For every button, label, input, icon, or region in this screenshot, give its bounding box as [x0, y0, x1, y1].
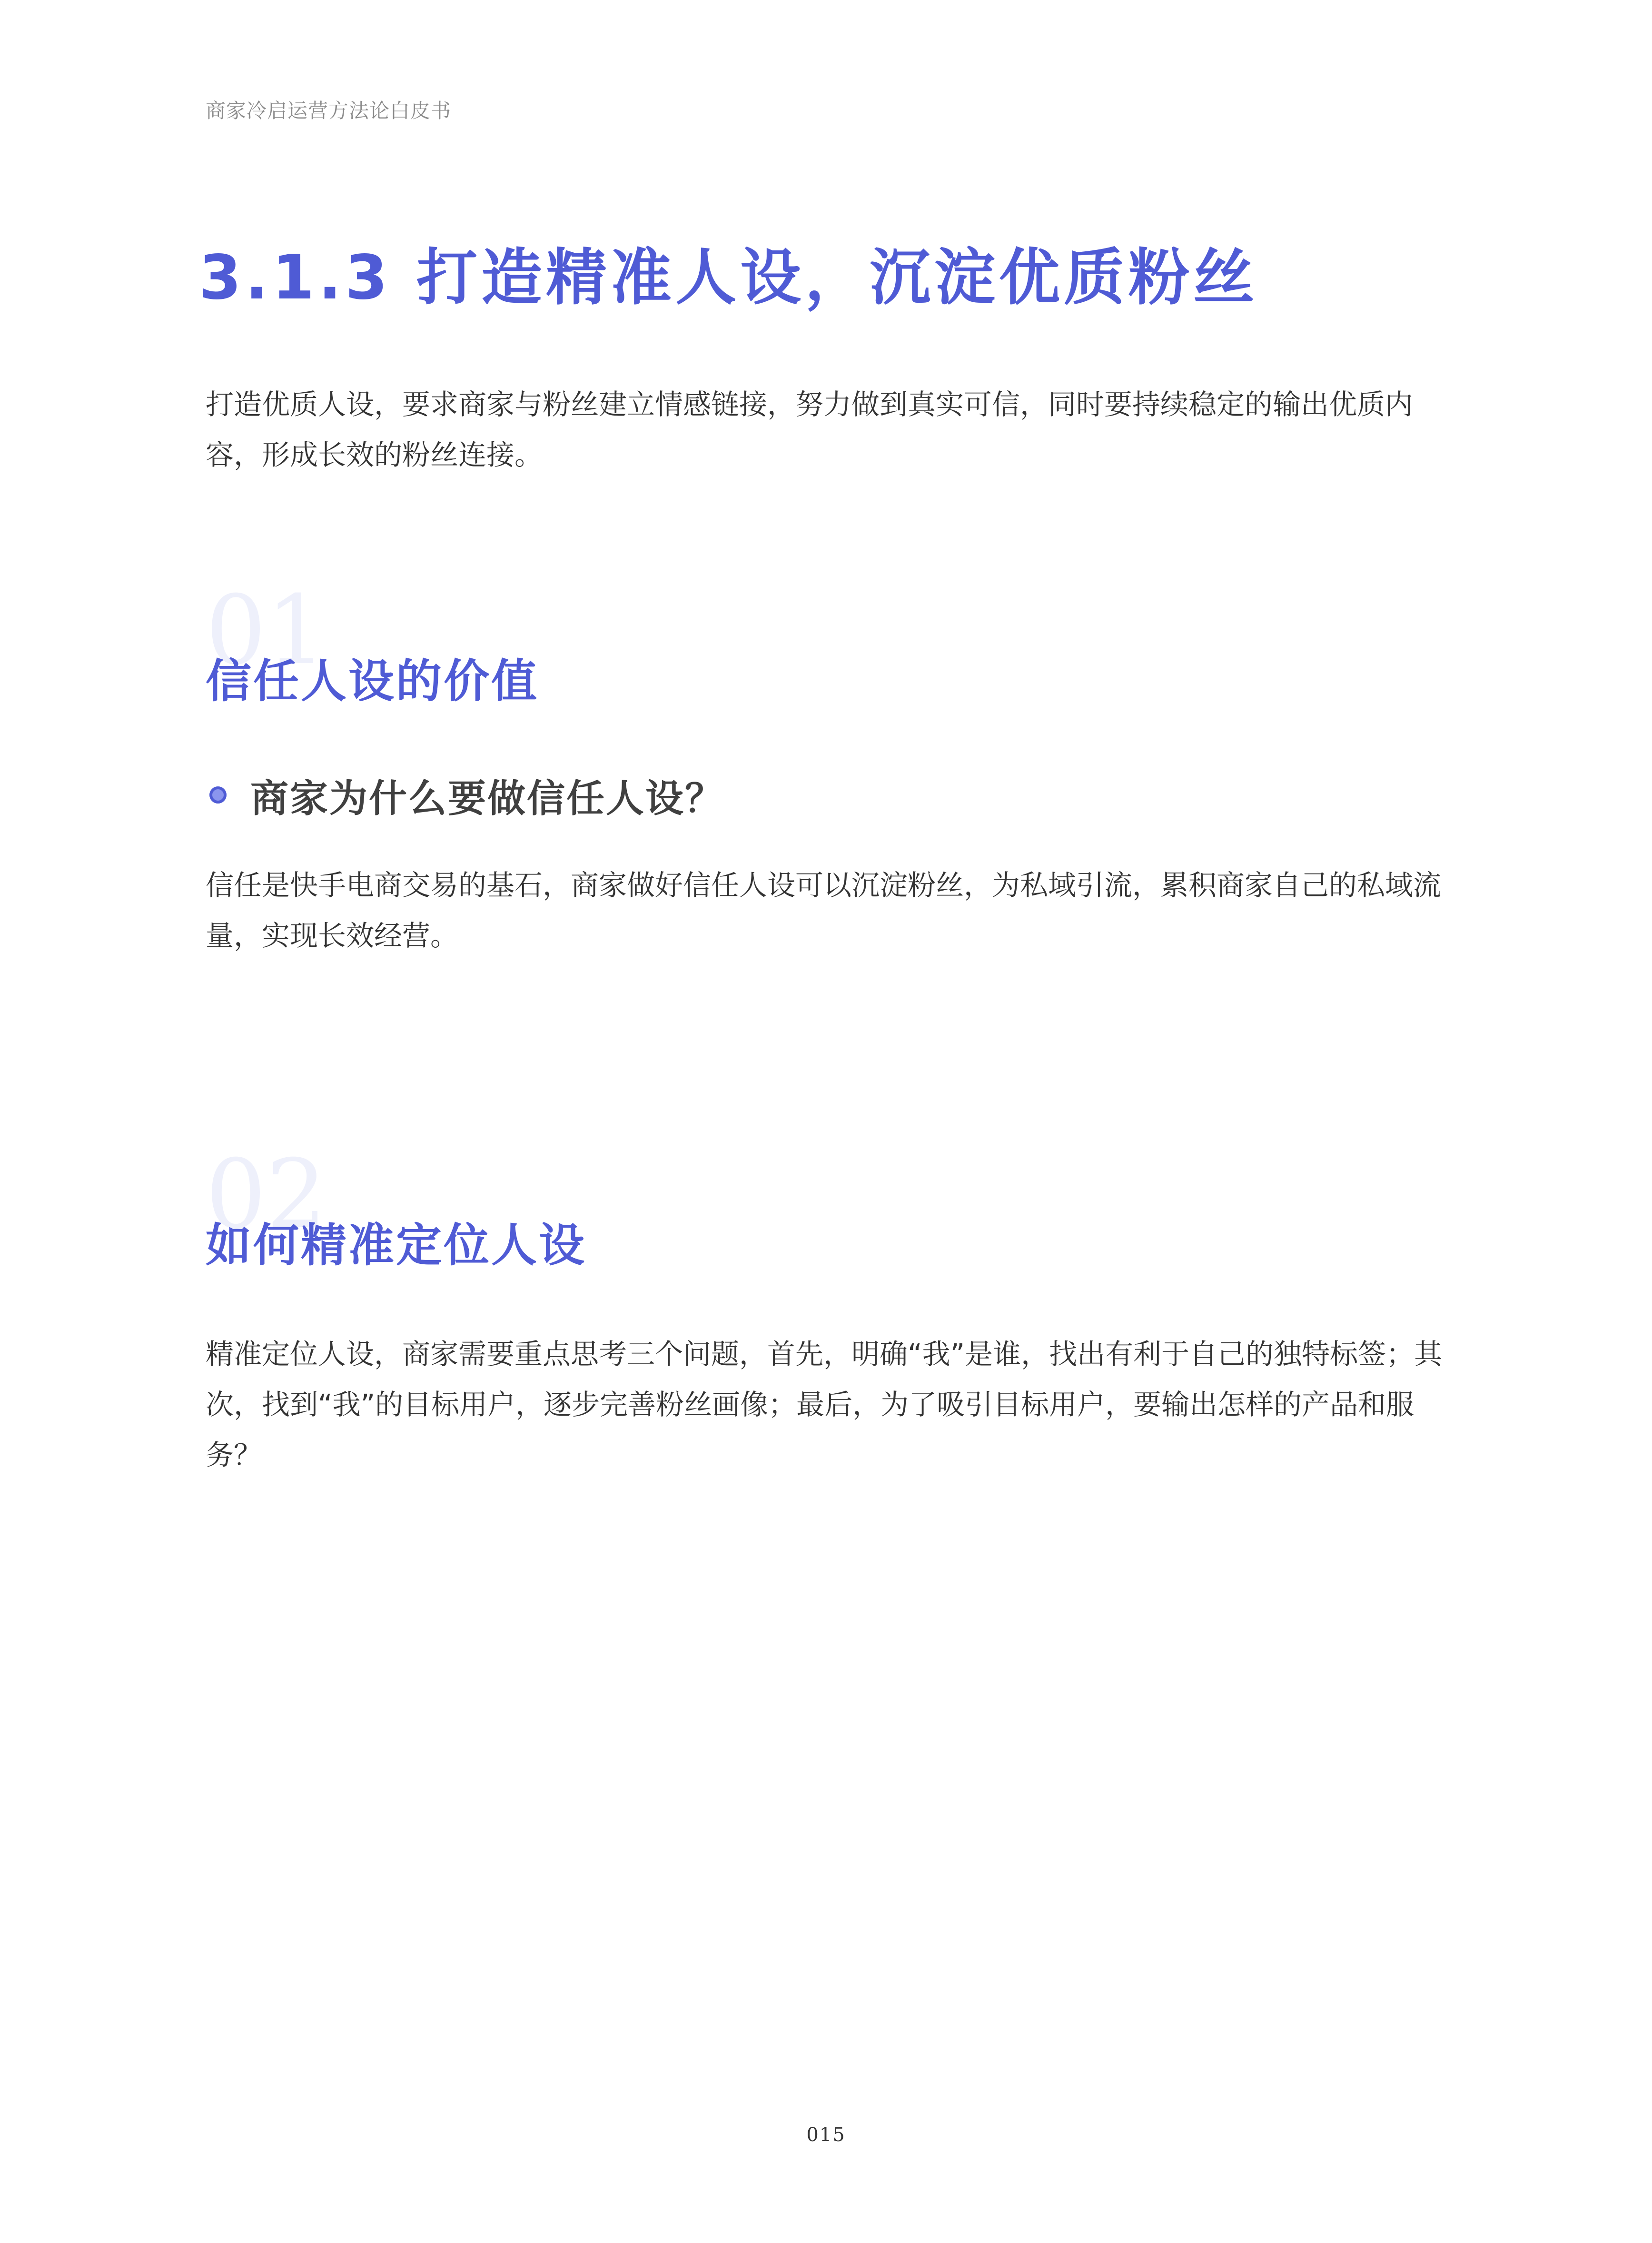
running-header: 商家冷启运营方法论白皮书 [206, 99, 452, 122]
page-number: 015 [806, 2124, 846, 2146]
block-number-02: 02 [206, 1139, 327, 1250]
bullet-dot-icon [209, 786, 227, 804]
section-title: 3.1.3 打造精准人设，沉淀优质粉丝 [199, 242, 1258, 313]
block-title-trust-persona: 信任人设的价值 [206, 655, 539, 708]
block-number-01: 01 [206, 575, 327, 686]
subheading-text: 商家为什么要做信任人设？ [250, 776, 724, 821]
block-title-positioning: 如何精准定位人设 [206, 1219, 586, 1272]
trust-persona-paragraph: 信任是快手电商交易的基石，商家做好信任人设可以沉淀粉丝，为私域引流，累积商家自己的私域流量，实现长效经营。 [206, 869, 1442, 952]
subheading-why-trust-persona [209, 766, 724, 824]
positioning-paragraph: 精准定位人设，商家需要重点思考三个问题，首先，明确“我”是谁，找出有利于自己的独特标签；其次，找到“我”的目标用户，逐步完善粉丝画像；最后，为了吸引目标用户，要输出怎样的产品和服务？ [206, 1338, 1443, 1471]
section-intro-paragraph: 打造优质人设，要求商家与粉丝建立情感链接，努力做到真实可信，同时要持续稳定的输出优质内容，形成长效的粉丝连接。 [206, 388, 1414, 471]
